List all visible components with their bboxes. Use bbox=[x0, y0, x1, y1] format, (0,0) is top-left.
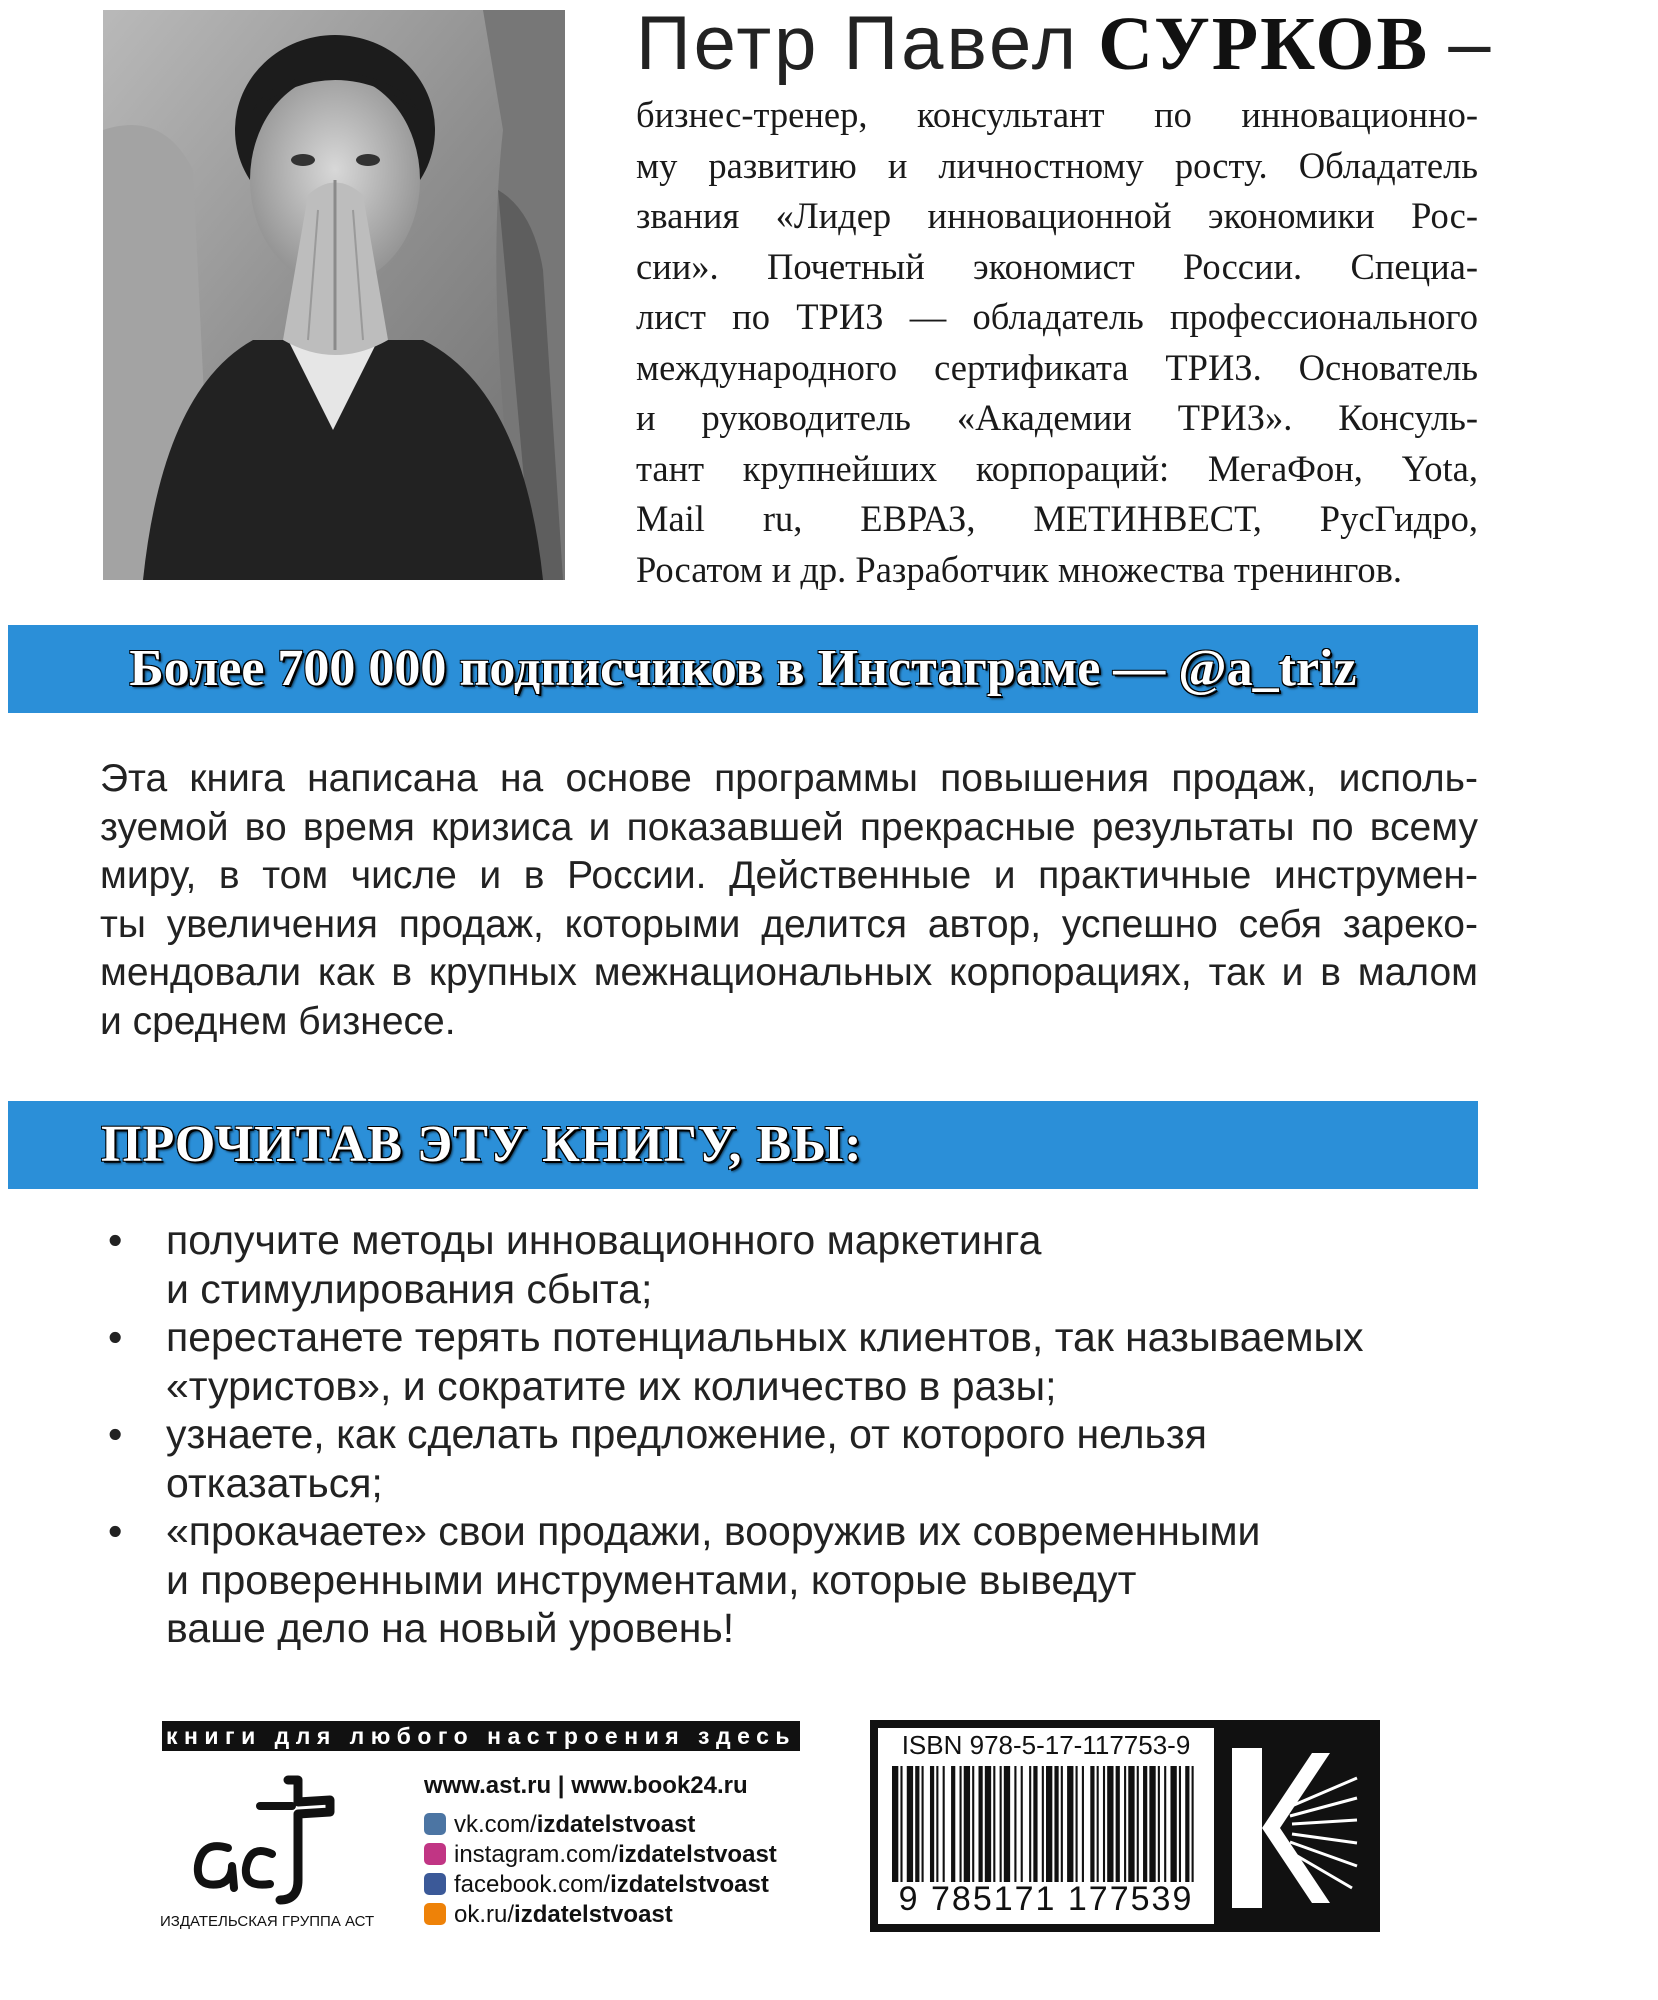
k-publisher-logo bbox=[1232, 1748, 1362, 1908]
barcode-bar bbox=[1021, 1766, 1023, 1882]
barcode-bar bbox=[951, 1766, 955, 1882]
barcode-bar bbox=[1143, 1766, 1147, 1882]
bullet-icon: • bbox=[108, 1314, 123, 1360]
description-line: миру, в том числе и в России. Действенные и практичные инструмен- bbox=[100, 854, 1478, 897]
social-link-facebook[interactable] bbox=[424, 1870, 769, 1900]
publisher-websites[interactable]: www.ast.ru | www.book24.ru bbox=[424, 1772, 748, 1799]
instagram-banner bbox=[8, 625, 1478, 713]
bio-line: и руководитель «Академии ТРИЗ». Консуль- bbox=[636, 397, 1478, 438]
barcode-bar bbox=[993, 1766, 995, 1882]
barcode-bar bbox=[1149, 1766, 1155, 1882]
barcode-bar bbox=[1185, 1766, 1189, 1882]
social-link-instagram[interactable] bbox=[424, 1840, 777, 1870]
barcode-bar bbox=[1179, 1766, 1181, 1882]
barcode-bars bbox=[892, 1766, 1200, 1882]
barcode-bar bbox=[1054, 1766, 1058, 1882]
bio-line: лист по ТРИЗ — обладатель профессионального bbox=[636, 296, 1478, 337]
author-bio bbox=[636, 90, 1478, 595]
facebook-icon bbox=[424, 1873, 446, 1895]
author-first-names: Петр Павел bbox=[636, 1, 1080, 86]
benefit-item bbox=[108, 1313, 1478, 1410]
social-prefix: vk.com/ bbox=[454, 1811, 537, 1838]
barcode-bar bbox=[1097, 1766, 1099, 1882]
barcode-bar bbox=[1124, 1766, 1126, 1882]
benefit-line: и стимулирования сбыта; bbox=[166, 1265, 653, 1312]
author-dash: – bbox=[1448, 1, 1491, 86]
benefit-line: «туристов», и сократите их количество в разы; bbox=[166, 1362, 1057, 1409]
bio-line: бизнес-тренер, консультант по инновационно- bbox=[636, 94, 1478, 135]
barcode-bar bbox=[978, 1766, 982, 1882]
benefit-item bbox=[108, 1507, 1478, 1653]
bio-line: тант крупнейших корпораций: МегаФон, Yota, bbox=[636, 447, 1478, 489]
bio-line: Росатом и др. Разработчик множества тренингов. bbox=[636, 548, 1403, 590]
social-prefix: ok.ru/ bbox=[454, 1901, 515, 1928]
description-line: ты увеличения продаж, которыми делится автор, успешно себя зареко- bbox=[100, 902, 1478, 946]
barcode-bar bbox=[1164, 1766, 1166, 1882]
bio-line: международного сертификата ТРИЗ. Основатель bbox=[636, 346, 1478, 388]
social-link-vk[interactable] bbox=[424, 1810, 695, 1840]
instagram-banner-text: Более 700 000 подписчиков в Инстаграме — @a_triz bbox=[129, 640, 1357, 697]
publisher-tagline: книги для любого настроения здесь bbox=[162, 1721, 800, 1751]
barcode-bar bbox=[1042, 1766, 1044, 1882]
benefit-line: узнаете, как сделать предложение, от которого нельзя bbox=[166, 1411, 1207, 1457]
publisher-caption: ИЗДАТЕЛЬСКАЯ ГРУППА АСТ bbox=[160, 1913, 375, 1930]
barcode-bar bbox=[1004, 1766, 1010, 1882]
barcode-bar bbox=[930, 1766, 934, 1882]
author-photo bbox=[103, 10, 565, 580]
barcode-bar bbox=[900, 1766, 902, 1882]
barcode-bar bbox=[1000, 1766, 1002, 1882]
barcode-bar bbox=[1029, 1766, 1031, 1882]
benefit-line: и проверенными инструментами, которые выведут bbox=[166, 1556, 1137, 1603]
benefits-list bbox=[108, 1216, 1478, 1653]
benefits-heading: ПРОЧИТАВ ЭТУ КНИГУ, ВЫ: bbox=[101, 1116, 863, 1173]
barcode-bar bbox=[1082, 1766, 1084, 1882]
barcode-bar bbox=[964, 1766, 970, 1882]
barcode-bar bbox=[1158, 1766, 1160, 1882]
author-last-name: СУРКОВ bbox=[1098, 2, 1430, 86]
benefit-line: отказаться; bbox=[166, 1459, 383, 1506]
barcode-bar bbox=[1107, 1766, 1113, 1882]
barcode-bar bbox=[1116, 1766, 1120, 1882]
ast-logo bbox=[180, 1770, 370, 1910]
barcode-bar bbox=[1128, 1766, 1134, 1882]
social-handle: izdatelstvoast bbox=[618, 1841, 777, 1868]
social-prefix: instagram.com/ bbox=[454, 1841, 619, 1868]
barcode-bar bbox=[1061, 1766, 1063, 1882]
social-prefix: facebook.com/ bbox=[454, 1871, 611, 1898]
bio-line: му развитию и личностному росту. Обладатель bbox=[636, 144, 1478, 186]
benefit-line: «прокачаете» свои продажи, вооружив их современными bbox=[166, 1508, 1261, 1554]
barcode-bar bbox=[1137, 1766, 1139, 1882]
social-link-odnoklassniki[interactable] bbox=[424, 1900, 673, 1930]
benefits-banner bbox=[8, 1101, 1478, 1189]
instagram-icon bbox=[424, 1843, 446, 1865]
benefit-item bbox=[108, 1410, 1478, 1507]
barcode-bar bbox=[960, 1766, 962, 1882]
benefit-line: получите методы инновационного маркетинга bbox=[166, 1217, 1042, 1263]
barcode-bar bbox=[892, 1766, 898, 1882]
bullet-icon: • bbox=[108, 1508, 123, 1554]
bullet-icon: • bbox=[108, 1217, 123, 1263]
benefit-line: перестанете терять потенциальных клиентов, так называемых bbox=[166, 1314, 1364, 1360]
barcode-bar bbox=[943, 1766, 945, 1882]
social-handle: izdatelstvoast bbox=[610, 1871, 769, 1898]
book-description bbox=[100, 755, 1478, 1046]
barcode-bar bbox=[915, 1766, 919, 1882]
barcode-bar bbox=[1076, 1766, 1078, 1882]
description-line: Эта книга написана на основе программы повышения продаж, исполь- bbox=[100, 757, 1478, 800]
barcode-bar bbox=[1033, 1766, 1037, 1882]
benefit-line: ваше дело на новый уровень! bbox=[166, 1605, 735, 1651]
social-handle: izdatelstvoast bbox=[536, 1811, 696, 1838]
barcode-bar bbox=[922, 1766, 924, 1882]
isbn-label: ISBN 978-5-17-117753-9 bbox=[901, 1730, 1191, 1760]
barcode-bar bbox=[1067, 1766, 1073, 1882]
description-line: зуемой во время кризиса и показавшей прекрасные результаты по всему bbox=[100, 805, 1478, 849]
odnoklassniki-icon bbox=[424, 1903, 446, 1925]
description-line: и среднем бизнесе. bbox=[100, 999, 456, 1043]
description-line: мендовали как в крупных межнациональных корпорациях, так и в малом bbox=[100, 951, 1478, 994]
bio-line: Mail ru, ЕВРАЗ, МЕТИНВЕСТ, РусГидро, bbox=[636, 498, 1478, 539]
bio-line: сии». Почетный экономист России. Специа- bbox=[636, 245, 1478, 287]
author-name bbox=[636, 1, 1491, 86]
barcode-bar bbox=[936, 1766, 938, 1882]
barcode bbox=[878, 1728, 1214, 1924]
barcode-bar bbox=[907, 1766, 913, 1882]
barcode-bar bbox=[1014, 1766, 1016, 1882]
benefit-item bbox=[108, 1216, 1478, 1313]
social-handle: izdatelstvoast bbox=[514, 1901, 673, 1928]
bullet-icon: • bbox=[108, 1411, 123, 1457]
bio-line: звания «Лидер инновационной экономики Рос- bbox=[636, 195, 1478, 236]
barcode-bar bbox=[1103, 1766, 1105, 1882]
barcode-bar bbox=[1192, 1766, 1194, 1882]
barcode-bar bbox=[972, 1766, 974, 1882]
barcode-bar bbox=[1090, 1766, 1094, 1882]
barcode-bar bbox=[985, 1766, 991, 1882]
vk-icon bbox=[424, 1813, 446, 1835]
barcode-bar bbox=[1046, 1766, 1052, 1882]
barcode-bar bbox=[1170, 1766, 1176, 1882]
barcode-digits: 9 785171 177539 bbox=[898, 1880, 1194, 1918]
